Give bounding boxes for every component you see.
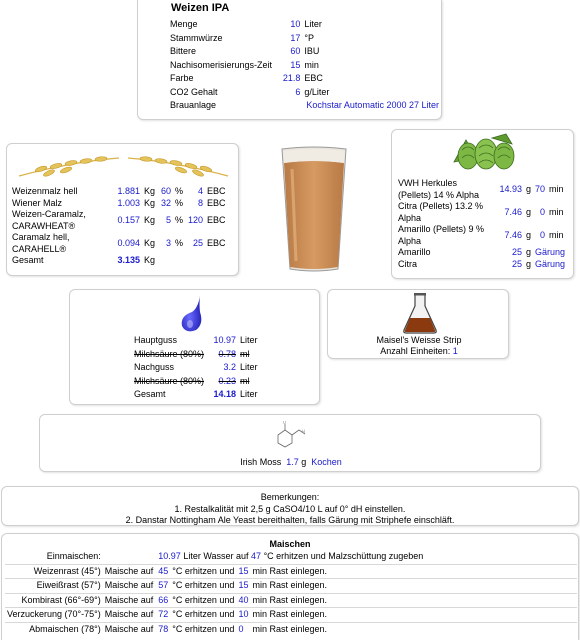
recipe-panel — [137, 0, 442, 120]
rast-temp: 57 — [156, 579, 170, 594]
malt-pct: 5 — [166, 214, 172, 225]
recipe-row — [168, 32, 441, 46]
malt-row — [10, 198, 228, 210]
malt-name: Weizen-Caramalz, CARAWHEAT® — [12, 209, 86, 231]
recipe-value: 10 — [290, 19, 301, 29]
recipe-value: 21.8 — [282, 73, 301, 83]
recipe-row — [168, 59, 441, 73]
malt-kg: 1.881 — [117, 186, 140, 196]
hop-time: 70 — [535, 183, 546, 194]
hauptguss-label: Hauptguss — [134, 335, 178, 345]
water-row — [132, 334, 260, 348]
hop-amount: 25 — [511, 258, 522, 269]
water-panel — [69, 289, 320, 405]
malt-name: Caramalz hell, CARAHELL® — [12, 232, 70, 254]
recipe-unit: IBU — [304, 46, 320, 56]
hops-icon — [446, 132, 520, 172]
rast-mid: °C erhitzen und — [172, 623, 235, 634]
malt-total-label: Gesamt — [12, 255, 44, 265]
recipe-label: Nachisomerisierungs-Zeit — [170, 59, 273, 70]
hop-time: 0 — [540, 229, 546, 240]
water-total-unit: Liter — [240, 389, 258, 399]
hops-panel — [391, 129, 574, 279]
malt-pct: 60 — [161, 186, 172, 196]
recipe-label: Farbe — [170, 73, 194, 83]
notes-line: 1. Restalkalität mit 2,5 g CaSO4/10 L auf 0° dH einstellen. — [174, 503, 406, 514]
hop-row — [396, 259, 567, 271]
hauptguss-unit: Liter — [240, 335, 258, 345]
recipe-label: Bittere — [170, 46, 197, 56]
hop-unit: g — [526, 258, 532, 269]
mash-row — [5, 622, 577, 636]
nachguss-label: Nachguss — [134, 362, 175, 372]
hop-amount: 7.46 — [504, 206, 522, 217]
rast-post: min Rast einlegen. — [250, 593, 329, 608]
yeast-panel — [327, 289, 509, 359]
rast-label: Weizenrast (45°) — [5, 564, 103, 579]
malt-table — [10, 186, 228, 267]
irish-moss-unit: g — [301, 457, 307, 467]
rast-temp: 45 — [156, 564, 170, 579]
recipe-unit: min — [304, 59, 319, 70]
malt-total-row — [10, 255, 228, 267]
hop-row — [396, 247, 567, 259]
malt-ebc-unit: EBC — [207, 197, 226, 208]
rast-mid: °C erhitzen und — [170, 608, 236, 623]
rast-min: 15 — [236, 579, 250, 594]
recipe-row — [168, 18, 441, 32]
beer-glass-icon — [280, 145, 348, 273]
recipe-table — [168, 18, 441, 113]
svg-text:H: H — [302, 429, 306, 434]
hop-time: 0 — [540, 206, 546, 217]
rast-label: Eiweißrast (57°) — [5, 579, 103, 594]
recipe-row — [168, 99, 441, 113]
hop-unit: g — [526, 183, 532, 194]
yeast-name: Maisel's Weisse Strip — [376, 335, 462, 345]
irish-moss-when: Kochen — [311, 457, 342, 467]
rast-pre: Maische auf — [104, 623, 154, 634]
recipe-title: Weizen IPA — [171, 2, 230, 14]
recipe-value: 15 — [290, 59, 301, 70]
notes-title: Bemerkungen: — [260, 492, 320, 502]
recipe-label: CO2 Gehalt — [170, 86, 218, 97]
recipe-unit: EBC — [304, 73, 323, 83]
svg-text:O: O — [283, 421, 287, 425]
malt-kg-unit: Kg — [144, 197, 156, 208]
water-total-value: 14.18 — [213, 389, 236, 399]
yeast-count-value: 1 — [452, 346, 458, 356]
hop-amount: 14.93 — [499, 183, 522, 194]
malt-ebc: 120 — [188, 214, 204, 225]
malt-kg: 0.094 — [117, 237, 140, 248]
water-table — [132, 334, 260, 402]
malt-name: Weizenmalz hell — [12, 186, 78, 196]
water-row — [132, 388, 260, 402]
mash-table — [5, 550, 577, 637]
malt-pct-unit: % — [175, 237, 184, 248]
rast-mid: °C erhitzen und — [170, 593, 236, 608]
hop-time-unit: min — [549, 183, 564, 194]
rast-mid: °C erhitzen und — [170, 564, 236, 579]
irish-moss-amount: 1.7 — [286, 457, 299, 467]
milchsaeure-value: 0.23 — [218, 375, 236, 386]
mash-row — [5, 564, 577, 579]
rast-min: 40 — [236, 593, 250, 608]
malt-ebc: 4 — [198, 186, 204, 196]
water-row — [132, 348, 260, 362]
hop-unit: g — [526, 206, 532, 217]
recipe-row — [168, 86, 441, 100]
malt-pct-unit: % — [175, 186, 184, 196]
einmaischen-temp: 47 — [251, 551, 262, 561]
hop-name: Citra — [398, 258, 418, 269]
molecule-icon — [272, 421, 308, 449]
rast-mid: °C erhitzen und — [170, 579, 236, 594]
malt-kg-unit: Kg — [144, 186, 156, 196]
malt-row — [10, 186, 228, 198]
irish-moss-panel — [39, 414, 541, 472]
recipe-label: Stammwürze — [170, 32, 223, 43]
hop-time-unit: Gärung — [535, 258, 566, 269]
rast-temp: 78 — [158, 623, 169, 634]
hop-unit: g — [526, 247, 532, 257]
nachguss-value: 3.2 — [223, 362, 236, 372]
einmaischen-liter: 10.97 — [158, 551, 181, 561]
flask-icon — [402, 292, 438, 334]
hauptguss-value: 10.97 — [213, 335, 236, 345]
recipe-unit: Liter — [304, 19, 322, 29]
malt-row — [10, 209, 228, 232]
water-row — [132, 375, 260, 389]
hop-name: Amarillo (Pellets) 9 % Alpha — [398, 224, 485, 246]
milchsaeure-unit: ml — [240, 375, 250, 386]
malt-kg: 1.003 — [117, 197, 140, 208]
notes-line: 2. Danstar Nottingham Ale Yeast bereithalten, falls Gärung mit Striphefe einschläft. — [125, 515, 455, 525]
rast-pre: Maische auf — [103, 608, 157, 623]
wheat-icon — [11, 146, 236, 182]
milchsaeure-label: Milchsäure (80%) — [134, 375, 205, 386]
nachguss-unit: Liter — [240, 362, 258, 372]
recipe-label: Menge — [170, 19, 198, 29]
recipe-row — [168, 45, 441, 59]
irish-moss-name: Irish Moss — [240, 457, 282, 467]
notes-panel — [1, 486, 579, 526]
malt-kg-unit: Kg — [144, 214, 156, 225]
mash-row — [5, 593, 577, 608]
recipe-unit: °P — [304, 32, 315, 43]
rast-label: Kombirast (66°-69°) — [5, 593, 103, 608]
hop-time-unit: min — [549, 229, 564, 240]
malt-pct-unit: % — [175, 214, 184, 225]
irish-moss-line — [40, 456, 542, 468]
mash-row — [5, 608, 577, 623]
einmaischen-label: Einmaischen: — [5, 550, 103, 564]
malt-row — [10, 232, 228, 255]
malt-panel — [6, 143, 239, 276]
milchsaeure-value: 0.78 — [218, 348, 236, 359]
malt-ebc-unit: EBC — [207, 237, 226, 248]
hop-amount: 25 — [511, 247, 522, 257]
recipe-row — [168, 72, 441, 86]
recipe-value: 17 — [290, 32, 301, 43]
malt-name: Wiener Malz — [12, 197, 63, 208]
rast-label: Abmaischen (78°) — [29, 623, 101, 634]
brauanlage-value: Kochstar Automatic 2000 27 Liter — [306, 100, 439, 110]
recipe-value: 6 — [295, 86, 301, 97]
yeast-count — [328, 346, 510, 357]
malt-ebc-unit: EBC — [207, 214, 226, 225]
rast-pre: Maische auf — [103, 593, 157, 608]
recipe-value: 60 — [290, 46, 301, 56]
malt-ebc: 8 — [198, 197, 204, 208]
rast-pre: Maische auf — [103, 564, 157, 579]
hop-row — [396, 178, 567, 201]
hop-name: Citra (Pellets) 13.2 % Alpha — [398, 201, 484, 223]
hop-unit: g — [526, 229, 532, 240]
rast-min: 0 — [238, 623, 244, 634]
mash-panel — [1, 533, 579, 640]
malt-pct: 3 — [166, 237, 172, 248]
malt-pct-unit: % — [175, 197, 184, 208]
rast-pre: Maische auf — [103, 579, 157, 594]
hop-amount: 7.46 — [504, 229, 522, 240]
water-row — [132, 361, 260, 375]
milchsaeure-unit: ml — [240, 348, 250, 359]
milchsaeure-label: Milchsäure (80%) — [134, 348, 205, 359]
rast-min: 10 — [236, 608, 250, 623]
hops-table — [396, 178, 567, 270]
malt-ebc: 25 — [193, 237, 204, 248]
hop-name: VWH Herkules (Pellets) 14 % Alpha — [398, 178, 480, 200]
einmaischen-text — [156, 550, 577, 564]
mash-row — [5, 579, 577, 594]
hop-name: Amarillo — [398, 247, 431, 257]
water-drop-icon — [170, 294, 210, 334]
rast-temp: 72 — [156, 608, 170, 623]
hop-row — [396, 224, 567, 247]
rast-post: min Rast einlegen. — [252, 623, 327, 634]
yeast-count-label: Anzahl Einheiten: — [380, 346, 451, 356]
water-total-label: Gesamt — [134, 389, 166, 399]
malt-kg: 0.157 — [117, 214, 140, 225]
malt-ebc-unit: EBC — [207, 186, 226, 196]
malt-pct: 32 — [161, 197, 172, 208]
rast-post: min Rast einlegen. — [250, 579, 329, 594]
rast-post: min Rast einlegen. — [250, 608, 329, 623]
malt-total-unit: Kg — [144, 255, 156, 265]
recipe-unit: g/Liter — [304, 86, 330, 97]
rast-label: Verzuckerung (70°-75°) — [5, 608, 103, 623]
hop-time-unit: Gärung — [535, 247, 566, 257]
mash-row-einmaischen — [5, 550, 577, 564]
mash-title: Maischen — [269, 539, 311, 549]
malt-kg-unit: Kg — [144, 237, 156, 248]
hop-row — [396, 201, 567, 224]
hop-time-unit: min — [549, 206, 564, 217]
einmaischen-text2: °C erhitzen und Malzschüttung zugeben — [263, 551, 424, 561]
rast-temp: 66 — [156, 593, 170, 608]
malt-total-value: 3.135 — [117, 255, 140, 265]
einmaischen-text1: Liter Wasser auf — [183, 551, 249, 561]
rast-post: min Rast einlegen. — [250, 564, 329, 579]
rast-min: 15 — [236, 564, 250, 579]
recipe-label: Brauanlage — [170, 100, 217, 110]
